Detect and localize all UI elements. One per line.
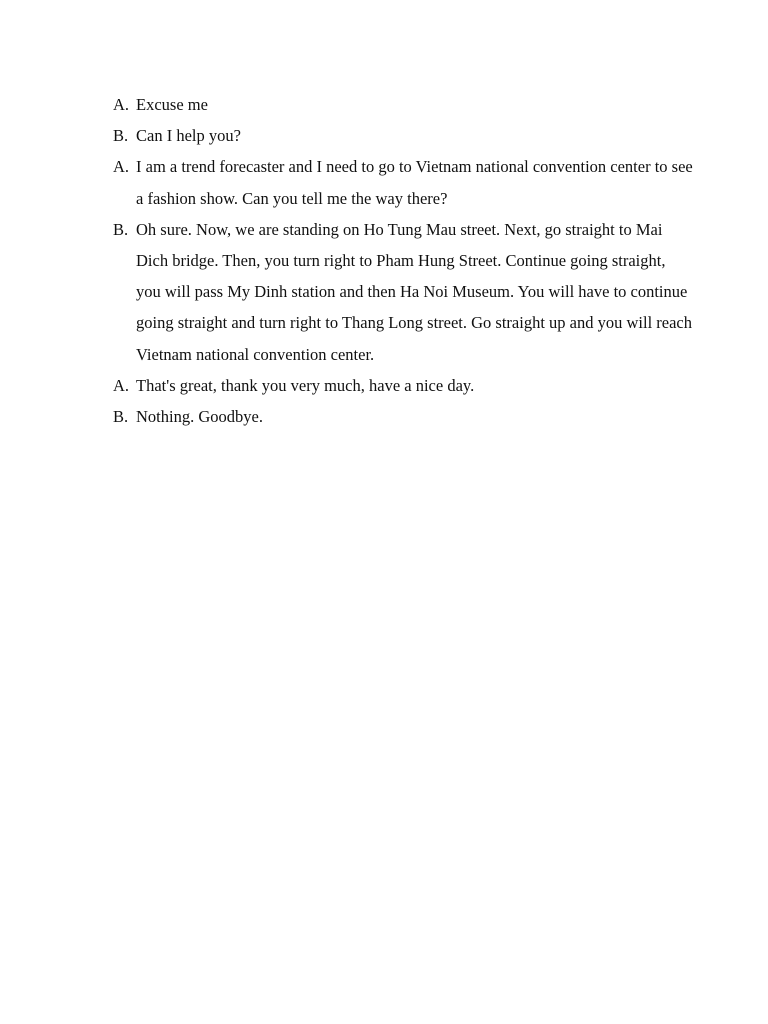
dialogue-line	[113, 401, 693, 432]
speaker-label: B.	[113, 407, 129, 427]
speech-text: Excuse me	[136, 95, 208, 114]
speech-text: That's great, thank you very much, have a nice day.	[136, 375, 475, 395]
dialogue-line	[113, 89, 693, 120]
speaker-label: A.	[113, 95, 130, 114]
dialogue-line	[113, 370, 693, 401]
speech-text: Nothing. Goodbye.	[136, 407, 263, 427]
speech-text: Oh sure. Now, we are standing on Ho Tung Mau street. Next, go straight to Mai Dich bridge. Then, you turn right to Pham Hung Street. Continue going straight, you will pass My Dinh station and then Ha Noi Museum. You will have to continue going straight and turn right to Thang Long street. Go straight up and you will reach Vietnam national convention center.	[136, 219, 693, 364]
speech-text: Can I help you?	[136, 126, 241, 146]
speaker-label: A.	[113, 157, 130, 177]
speech-text: I am a trend forecaster and I need to go to Vietnam national convention center to see a fashion show. Can you tell me the way there?	[136, 157, 693, 208]
speaker-label: B.	[113, 219, 129, 239]
dialogue-line	[113, 214, 693, 370]
speaker-label: B.	[113, 126, 129, 146]
dialogue-line	[113, 151, 693, 213]
dialogue-line	[113, 120, 693, 151]
speaker-label: A.	[113, 375, 130, 395]
dialogue-list	[113, 89, 693, 432]
